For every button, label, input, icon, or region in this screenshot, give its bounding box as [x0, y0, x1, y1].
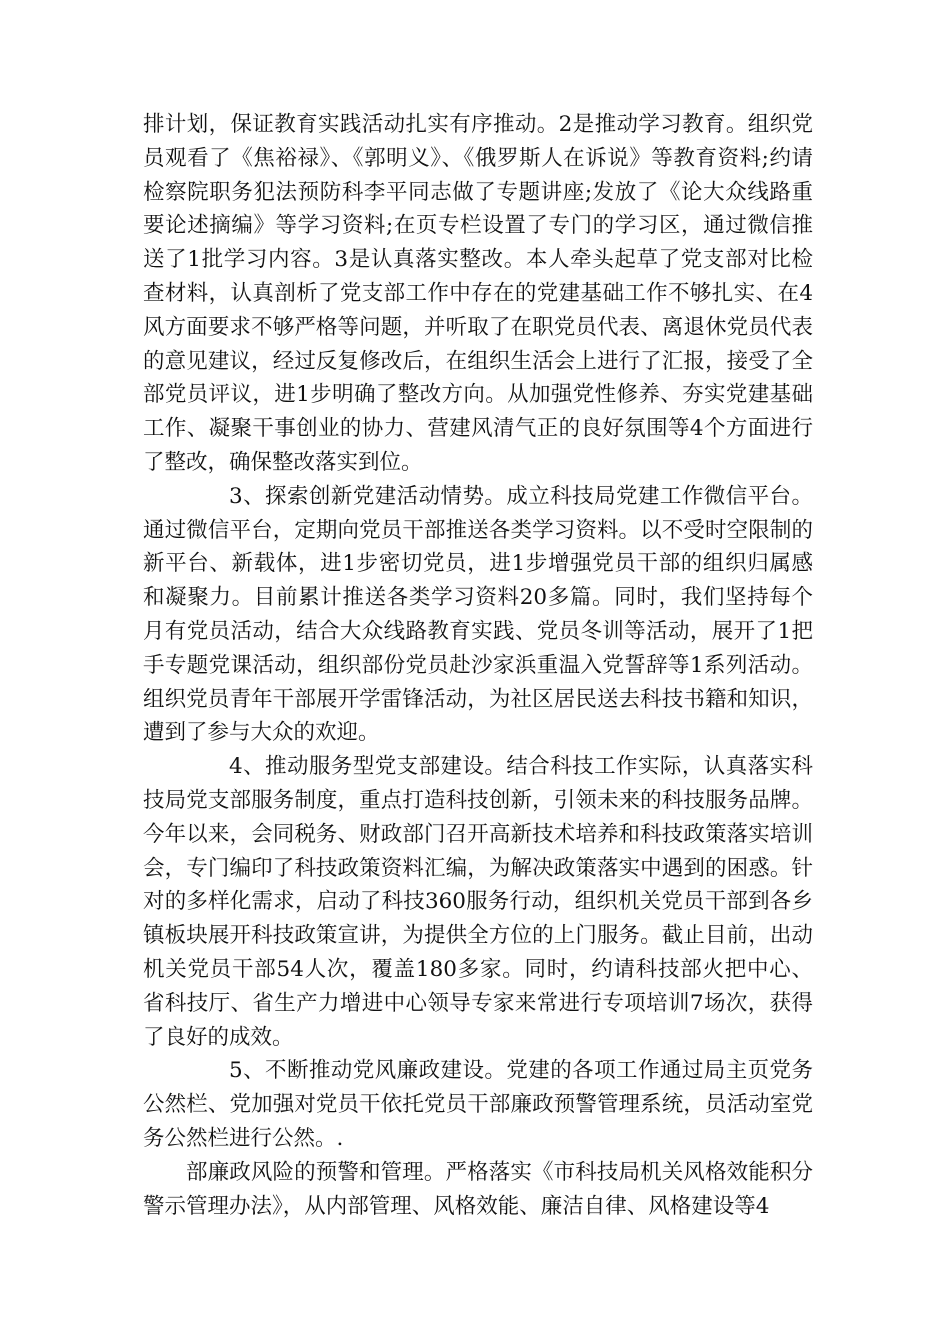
paragraph-risk-management: 部廉政风险的预警和管理。严格落实《市科技局机关风格效能积分警示管理办法》，从内部管理、风格效能、廉洁自律、风格建设等4: [143, 1159, 813, 1219]
paragraph-section-4: 4、推动服务型党支部建设。结合科技工作实际，认真落实科技局党支部服务制度，重点打造科技创新，引领未来的科技服务品牌。今年以来，会同税务、财政部门召开高新技术培养和科技政策落实培训会，专门编印了科技政策资料汇编，为解决政策落实中遇到的困惑。针对的多样化需求，启动了科技360服务行动，组织机关党员干部到各乡镇板块展开科技政策宣讲，为提供全方位的上门服务。截止目前，出动机关党员干部54人次，覆盖180多家。同时，约请科技部火把中心、省科技厅、省生产力增进中心领导专家来常进行专项培训7场次，获得了良好的成效。: [143, 754, 813, 1050]
paragraph-continued: 排计划，保证教育实践活动扎实有序推动。2是推动学习教育。组织党员观看了《焦裕禄》、《郭明义》、《俄罗斯人在诉说》等教育资料;约请检察院职务犯法预防科李平同志做了专题讲座;发放了《论大众线路重要论述摘编》等学习资料;在页专栏设置了专门的学习区，通过微信推送了1批学习内容。3是认真落实整改。本人牵头起草了党支部对比检查材料，认真剖析了党支部工作中存在的党建基础工作不够扎实、在4风方面要求不够严格等问题，并听取了在职党员代表、离退休党员代表的意见建议，经过反复修改后，在组织生活会上进行了汇报，接受了全部党员评议，进1步明确了整改方向。从加强党性修养、夯实党建基础工作、凝聚干事创业的协力、营建风清气正的良好氛围等4个方面进行了整改，确保整改落实到位。: [143, 112, 813, 475]
paragraph-section-5: 5、不断推动党风廉政建设。党建的各项工作通过局主页党务公然栏、党加强对党员干依托党员干部廉政预警管理系统，员活动室党务公然栏进行公然。.: [143, 1058, 813, 1151]
document-body: [143, 108, 813, 1223]
paragraph-section-3: 3、探索创新党建活动情势。成立科技局党建工作微信平台。通过微信平台，定期向党员干部推送各类学习资料。以不受时空限制的新平台、新载体，进1步密切党员，进1步增强党员干部的组织归属感和凝聚力。目前累计推送各类学习资料20多篇。同时，我们坚持每个月有党员活动，结合大众线路教育实践、党员冬训等活动，展开了1把手专题党课活动，组织部份党员赴沙家浜重温入党誓辞等1系列活动。组织党员青年干部展开学雷锋活动，为社区居民送去科技书籍和知识，遭到了参与大众的欢迎。: [143, 483, 813, 746]
